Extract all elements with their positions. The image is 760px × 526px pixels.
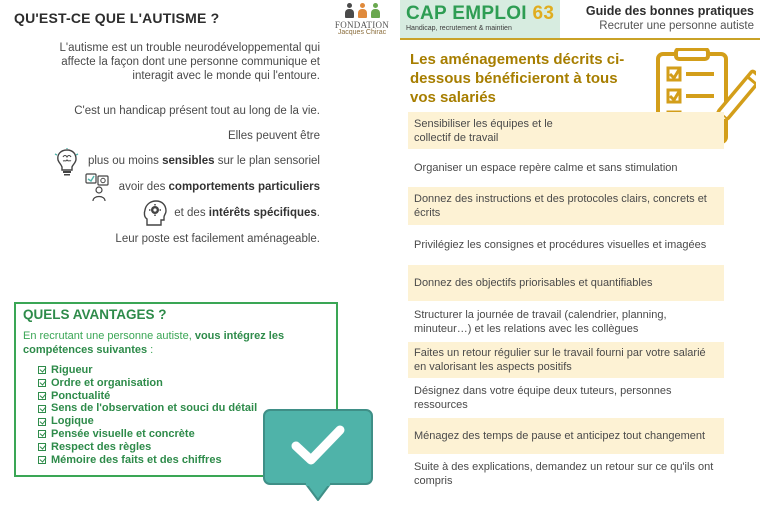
- interets-text-post: .: [316, 207, 320, 219]
- guide-subtitle: Recruter une personne autiste: [599, 20, 754, 32]
- fondation-subname: Jacques Chirac: [337, 29, 387, 36]
- amenagement-item-text: Structurer la journée de travail (calendrier, planning, minuteur…) et les relations avec les collègues: [414, 309, 667, 335]
- interets-text-bold: intérêts spécifiques: [208, 207, 317, 219]
- interets-text-pre: et des: [174, 207, 209, 219]
- amenagement-item: [408, 380, 724, 416]
- amenagement-item-text: Suite à des explications, demandez un retour sur ce qu'ils ont compris: [414, 461, 714, 487]
- list-item-label: Logique: [51, 415, 94, 428]
- amenageable-text: Leur poste est facilement aménageable.: [115, 233, 320, 245]
- fondation-figures-icon: [330, 3, 394, 18]
- check-box-icon: [38, 443, 46, 451]
- sensoriel-line: [80, 154, 320, 168]
- check-box-icon: [38, 379, 46, 387]
- comportements-text-pre: avoir des: [118, 181, 169, 193]
- avantages-intro-post: :: [147, 344, 154, 356]
- brain-lightbulb-icon: [54, 148, 80, 181]
- check-box-icon: [38, 430, 46, 438]
- amenagement-item: [408, 227, 724, 263]
- amenagement-item-text: Privilégiez les consignes et procédures visuelles et imagées: [414, 239, 707, 251]
- checkmark-bubble-icon: [262, 408, 374, 509]
- comportements-line: [100, 180, 320, 194]
- check-box-icon: [38, 405, 46, 413]
- guide-title: Guide des bonnes pratiques: [585, 4, 754, 18]
- list-item-label: Respect des règles: [51, 440, 152, 453]
- cap-emploi-tagline: Handicap, recrutement & maintien: [406, 25, 512, 32]
- lifelong-paragraph: C'est un handicap présent tout au long de la vie.: [74, 105, 320, 117]
- fondation-logo: [330, 2, 394, 42]
- cap-emploi-logo: [400, 0, 560, 38]
- list-item-label: Mémoire des faits et des chiffres: [51, 453, 222, 466]
- header-divider: [400, 38, 760, 40]
- section-title-autisme: QU'EST-CE QUE L'AUTISME ?: [14, 10, 220, 26]
- check-box-icon: [38, 366, 46, 374]
- amenagement-item-text: Organiser un espace repère calme et sans stimulation: [414, 162, 678, 174]
- cap-emploi-name: CAP EMPLOI: [406, 3, 527, 24]
- amenagement-item: [408, 265, 724, 301]
- amenagement-item: [408, 418, 724, 454]
- check-box-icon: [38, 418, 46, 426]
- check-box-icon: [38, 392, 46, 400]
- list-item: [38, 402, 257, 415]
- sensoriel-text-post: sur le plan sensoriel: [214, 155, 320, 167]
- avantages-title: QUELS AVANTAGES ?: [23, 307, 167, 322]
- definition-paragraph: L'autisme est un trouble neurodéveloppemental qui affecte la façon dont une personne communique et interagit avec le monde qui l'entoure.: [59, 42, 320, 82]
- amenagement-item-text: Ménagez des temps de pause et anticipez tout changement: [414, 430, 706, 442]
- amenagement-item: [408, 342, 724, 378]
- avantages-intro-bold: vous intégrez les compétences suivantes: [23, 330, 285, 356]
- fondation-name: FONDATION: [334, 20, 390, 30]
- amenagement-item: [408, 187, 724, 225]
- avantages-intro: [23, 329, 323, 357]
- list-item: [38, 415, 257, 428]
- amenagement-item: [408, 112, 724, 149]
- list-item-label: Sens de l'observation et souci du détail: [51, 402, 258, 415]
- amenagement-item: [408, 456, 724, 492]
- amenagement-item-text: Donnez des objectifs priorisables et quantifiables: [414, 277, 653, 289]
- list-item: [38, 390, 257, 403]
- amenagements-title: Les aménagements décrits ci-dessous bénéficieront à tous vos salariés: [410, 51, 625, 106]
- list-item-label: Ordre et organisation: [51, 376, 163, 389]
- list-item: [38, 428, 257, 441]
- peuvent-etre-text: Elles peuvent être: [227, 130, 320, 142]
- cap-emploi-number: 63: [532, 3, 555, 24]
- check-box-icon: [38, 456, 46, 464]
- amenagement-item-text: Sensibiliser les équipes et le collectif de travail: [414, 117, 553, 144]
- amenagement-item-text: Faites un retour régulier sur le travail fourni par votre salarié en valorisant les aspects positifs: [414, 347, 706, 373]
- list-item: [38, 377, 257, 390]
- list-item-label: Pensée visuelle et concrète: [51, 427, 195, 440]
- sensoriel-text-bold: sensibles: [162, 155, 215, 167]
- list-item-label: Rigueur: [51, 364, 93, 376]
- list-item: [38, 441, 257, 454]
- list-item-label: Ponctualité: [51, 389, 111, 402]
- list-item: [38, 454, 257, 467]
- avantages-intro-pre: En recrutant une personne autiste,: [23, 330, 195, 342]
- interets-line: [100, 206, 320, 220]
- amenagement-item: [408, 152, 724, 184]
- comportements-text-bold: comportements particuliers: [168, 181, 320, 193]
- cap-emploi-brand: [406, 3, 554, 25]
- amenagement-item: [408, 304, 724, 340]
- amenagement-item-text: Désignez dans votre équipe deux tuteurs, personnes ressources: [414, 385, 672, 411]
- sensoriel-text-pre: plus ou moins: [87, 155, 163, 167]
- amenagement-item-text: Donnez des instructions et des protocoles clairs, concrets et écrits: [414, 193, 707, 219]
- list-item: [38, 364, 257, 377]
- avantages-list: [38, 364, 257, 466]
